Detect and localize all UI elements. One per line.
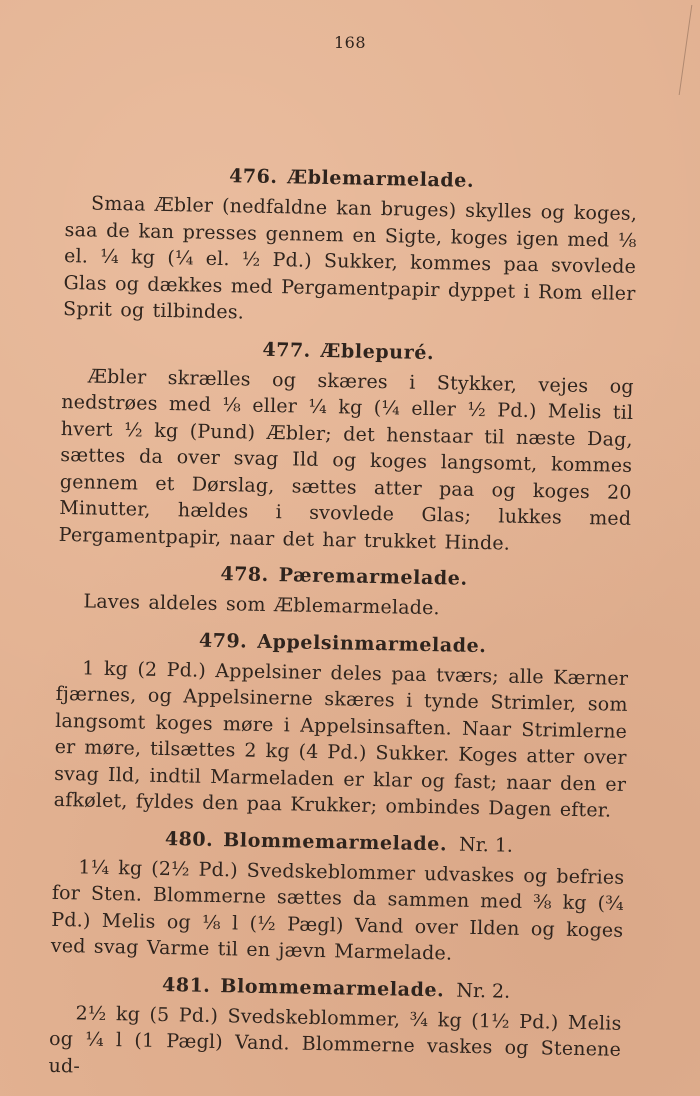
recipe-subtitle: Nr. 2. — [456, 979, 511, 1003]
recipe-number: 481. — [161, 973, 211, 997]
recipe-text: 2½ kg (5 Pd.) Svedskeblommer, ¾ kg (1½ Pd.) Melis og ¼ l (1 Pægl) Vand. Blommerne vaskes og Stenene ud- — [48, 1001, 622, 1077]
recipe-text: Æbler skrælles og skæres i Stykker, vejes og nedstrøes med ⅛ eller ¼ kg (¼ eller ½ Pd.) Melis til hvert ½ kg (Pund) Æbler; det henstaar til næste Dag, sættes da over svag Ild og koges langsomt, kommes gennem et Dørslag, sættes atter paa og koges 20 Minutter, hældes i svovlede Glas; lukkes med Pergamentpapir, naar det har trukket Hinde. — [58, 364, 634, 555]
recipe-478 — [57, 558, 630, 625]
recipe-number: 476. — [228, 165, 278, 189]
recipe-number: 479. — [198, 629, 248, 653]
recipe-text: Laves aldeles som Æblemarmelade. — [83, 590, 441, 620]
recipe-title: Æblepuré. — [320, 339, 435, 364]
recipe-477 — [59, 332, 635, 558]
recipe-subtitle: Nr. 1. — [458, 833, 514, 857]
recipe-479 — [53, 624, 629, 824]
recipe-title: Æblemarmelade. — [287, 166, 475, 192]
recipe-481 — [48, 969, 622, 1089]
recipe-title: Blommemarmelade. — [220, 974, 445, 1001]
recipe-text: Smaa Æbler (nedfaldne kan bruges) skylles og koges, saa de kan presses gennem en Sigte, koges igen med ⅛ el. ¼ kg (¼ el. ½ Pd.) Sukker, kommes paa svovlede Glas og dækkes med Pergamentpapir dyppet i Rom eller Sprit og tilbindes. — [62, 192, 638, 324]
recipe-text: 1¼ kg (2½ Pd.) Svedskeblommer udvaskes og befries for Sten. Blommerne sættes da sammen med ⅜ kg (¾ Pd.) Melis og ⅛ l (½ Pægl) Vand over Ilden og koges ved svag Varme til en jævn Marmelade. — [50, 855, 625, 965]
recipe-number: 478. — [220, 563, 269, 586]
recipe-title: Appelsinmarmelade. — [257, 630, 487, 657]
page-number: 168 — [333, 33, 367, 52]
recipe-480 — [51, 823, 626, 970]
recipe-number: 480. — [164, 827, 214, 851]
recipe-list — [48, 160, 638, 1096]
recipe-476 — [63, 160, 638, 333]
recipe-number: 477. — [262, 338, 312, 362]
recipe-title: Pæremarmelade. — [278, 564, 468, 590]
recipe-title: Blommemarmelade. — [223, 828, 448, 855]
recipe-text: 1 kg (2 Pd.) Appelsiner deles paa tværs; alle Kærner fjærnes, og Appelsinerne skæres i tynde Strimler, som langsomt koges møre i Appelsinsaften. Naar Strimlerne er møre, tilsættes 2 kg (4 Pd.) Sukker. Koges atter over svag Ild, indtil Marmeladen er klar og fast; naar den er afkølet, fyldes den paa Krukker; ombindes Dagen efter. — [53, 656, 629, 822]
